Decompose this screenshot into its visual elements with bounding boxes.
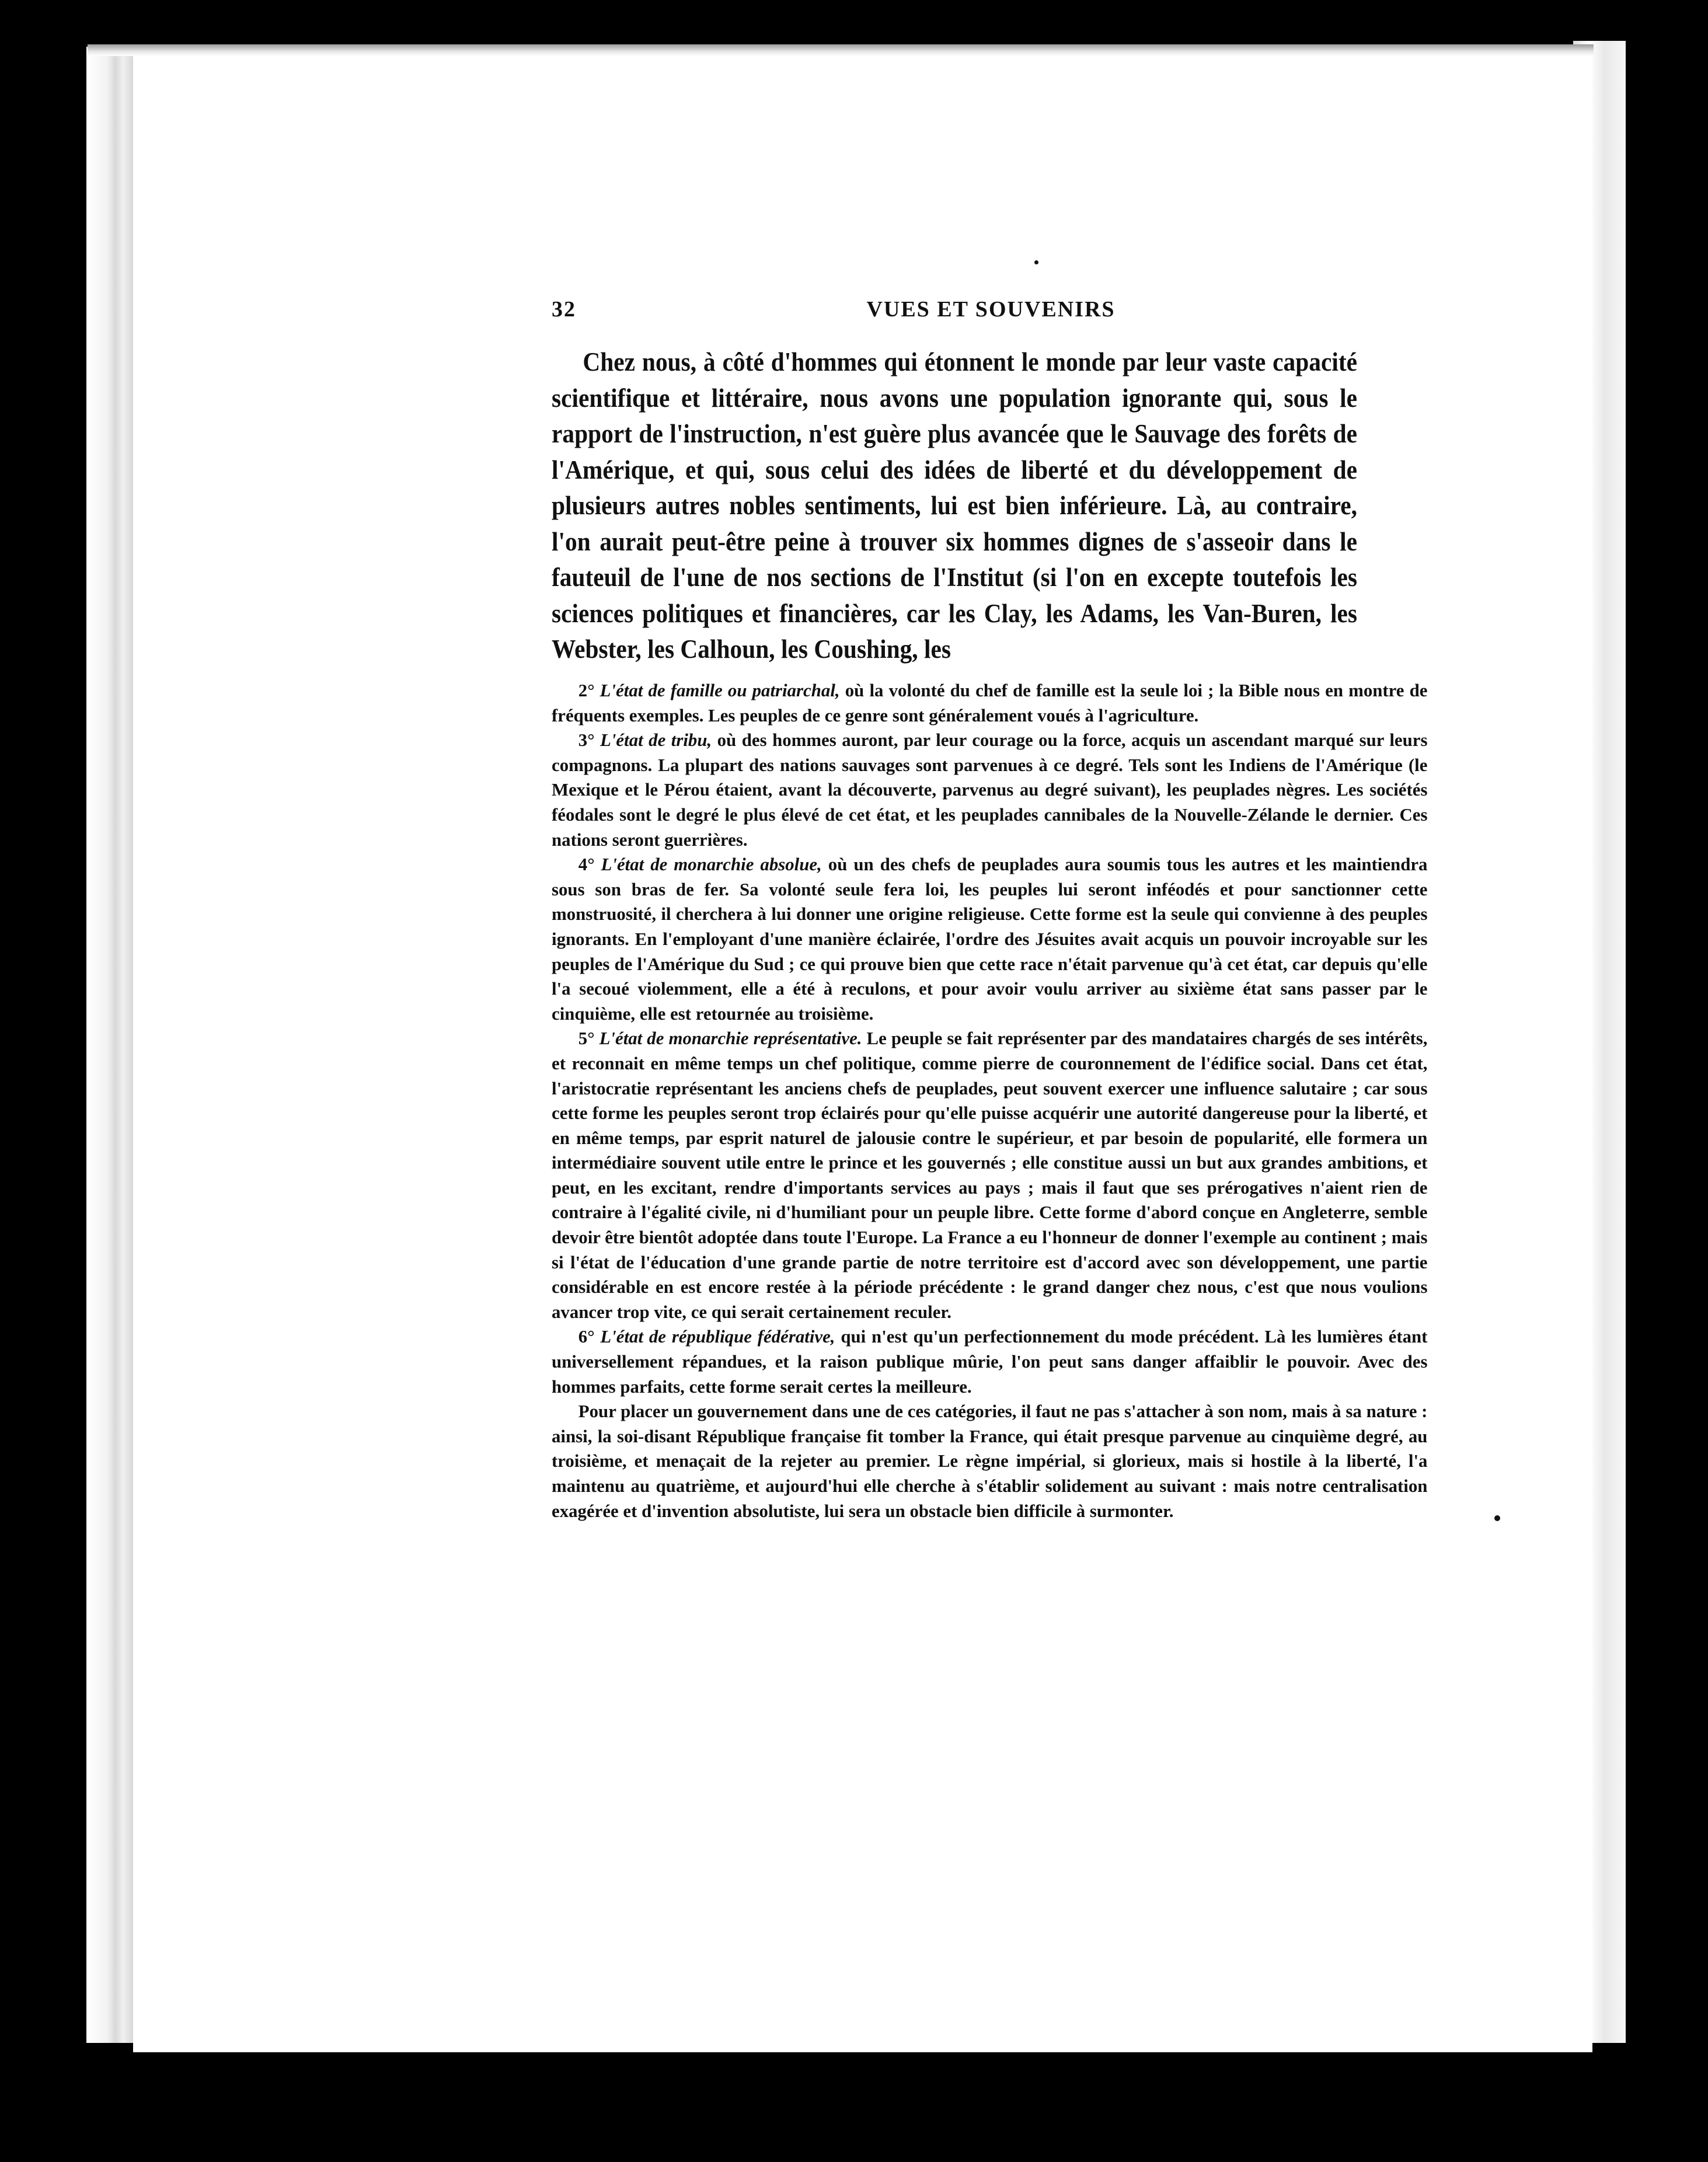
note-text: Le peuple se fait représenter par des mandataires chargés de ses intérêts, et reconnait en même temps un chef politique, comme pierre de couronnement de l'édifice social. Dans cet état, l'aristocratie représentant les anciens chefs de peuplades, peut souvent exercer une influence salutaire ; car sous cette forme les peuples seront trop éclairés pour qu'elle puisse acquérir une autorité dangereuse pour la liberté, et en même temps, par esprit naturel de jalousie contre le supérieur, et par besoin de popularité, elle formera un intermédiaire souvent utile entre le prince et les gouvernés ; elle constitue aussi un but aux grandes ambitions, et peut, en les excitant, rendre d'importants services au pays ; mais il faut que ses prérogatives n'aient rien de contraire à l'égalité civile, ni d'humiliant pour un peuple libre. Cette forme d'abord conçue en Angleterre, semble devoir être bientôt adoptée dans toute l'Europe. La France a eu l'honneur de donner l'exemple au continent ; mais si l'état de l'éducation d'une grande partie de notre territoire est d'accord avec son développement, une partie considérable en est encore restée à la période précédente : le grand danger chez nous, c'est que nous voulions avancer trop vite, ce qui serait certainement reculer. (552, 1028, 1428, 1322)
note-number: 6° (578, 1326, 595, 1347)
footnote-item (552, 1324, 1427, 1399)
footnote-item (552, 1026, 1427, 1324)
note-title: L'état de tribu, (600, 730, 712, 751)
note-text: où la volonté du chef de famille est la seule loi ; la Bible nous en montre de fréquents exemples. Les peuples de ce genre sont généralement voués à l'agriculture. (552, 680, 1428, 726)
footnote-item (552, 728, 1427, 852)
footnotes (552, 678, 1427, 1523)
footnote-item (552, 678, 1427, 728)
note-number: 4° (578, 854, 595, 875)
note-title: L'état de république fédérative, (600, 1326, 835, 1347)
note-title: L'état de monarchie représentative. (599, 1028, 862, 1049)
note-text: où un des chefs de peuplades aura soumis tous les autres et les maintiendra sous son bras de fer. Sa volonté seule fera loi, les peuples lui seront inféodés et pour sanctionner cette monstruosité, il cherchera à lui donner une origine religieuse. Cette forme est la seule qui convienne à des peuples ignorants. En l'employant d'une manière éclairée, l'ordre des Jésuites avait acquis un pouvoir incroyable sur les peuples de l'Amérique du Sud ; ce qui prouve bien que cette race n'était parvenue qu'à cet état, car depuis qu'elle l'a secoué violemment, elle a été à reculons, et pour avoir voulu arriver au sixième état sans passer par le cinquième, elle est retournée au troisième. (552, 854, 1428, 1024)
note-text: Pour placer un gouvernement dans une de ces catégories, il faut ne pas s'attacher à son nom, mais à sa nature : ainsi, la soi-disant République française fit tomber la France, qui était presque parvenue au cinquième degré, au troisième, et menaçait de la rejeter au premier. Le règne impérial, si glorieux, mais si hostile à la liberté, l'a maintenu au quatrième, et aujourd'hui elle cherche à s'établir solidement au suivant : mais notre centralisation exagérée et d'invention absolutiste, lui sera un obstacle bien difficile à surmonter. (552, 1401, 1428, 1521)
speck-mark (1494, 1515, 1500, 1521)
footnote-item (552, 852, 1427, 1026)
footnote-closing-paragraph (552, 1399, 1427, 1523)
note-text: qui n'est qu'un perfectionnement du mode précédent. Là les lumières étant universellement répandues, et la raison publique mûrie, l'on peut sans danger affaiblir le pouvoir. Avec des hommes parfaits, cette forme serait certes la meilleure. (552, 1326, 1428, 1397)
page-number: 32 (552, 297, 576, 322)
page-edge-left (86, 47, 139, 2043)
note-number: 2° (578, 680, 595, 700)
note-title: L'état de famille ou patriarchal, (599, 680, 840, 700)
page-top-edge (88, 44, 1594, 56)
note-text: où des hommes auront, par leur courage ou la force, acquis un ascendant marqué sur leurs compagnons. La plupart des nations sauvages sont parvenues à ce degré. Tels sont les Indiens de l'Amérique (le Mexique et le Pérou étaient, avant la découverte, parvenus au degré suivant), les peuplades nègres. Les sociétés féodales sont le degré le plus élevé de cet état, et les peuplades cannibales de la Nouvelle-Zélande le dernier. Ces nations seront guerrières. (552, 730, 1428, 850)
speck-mark (1034, 260, 1038, 264)
main-paragraph: Chez nous, à côté d'hommes qui étonnent le monde par leur vaste capacité scientifique et littéraire, nous avons une population ignorante qui, sous le rapport de l'instruction, n'est guère plus avancée que le Sauvage des forêts de l'Amérique, et qui, sous celui des idées de liberté et du développement de plusieurs autres nobles sentiments, lui est bien inférieure. Là, au contraire, l'on aurait peut-être peine à trouver six hommes dignes de s'asseoir dans le fauteuil de l'une de nos sections de l'Institut (si l'on en excepte toutefois les sciences politiques et financières, car les Clay, les Adams, les Van-Buren, les Webster, les Calhoun, les Coushing, les (552, 347, 1357, 664)
note-number: 3° (578, 730, 595, 751)
note-title: L'état de monarchie absolue, (601, 854, 822, 875)
running-title: VUES ET SOUVENIRS (866, 297, 1116, 322)
note-number: 5° (578, 1028, 595, 1049)
